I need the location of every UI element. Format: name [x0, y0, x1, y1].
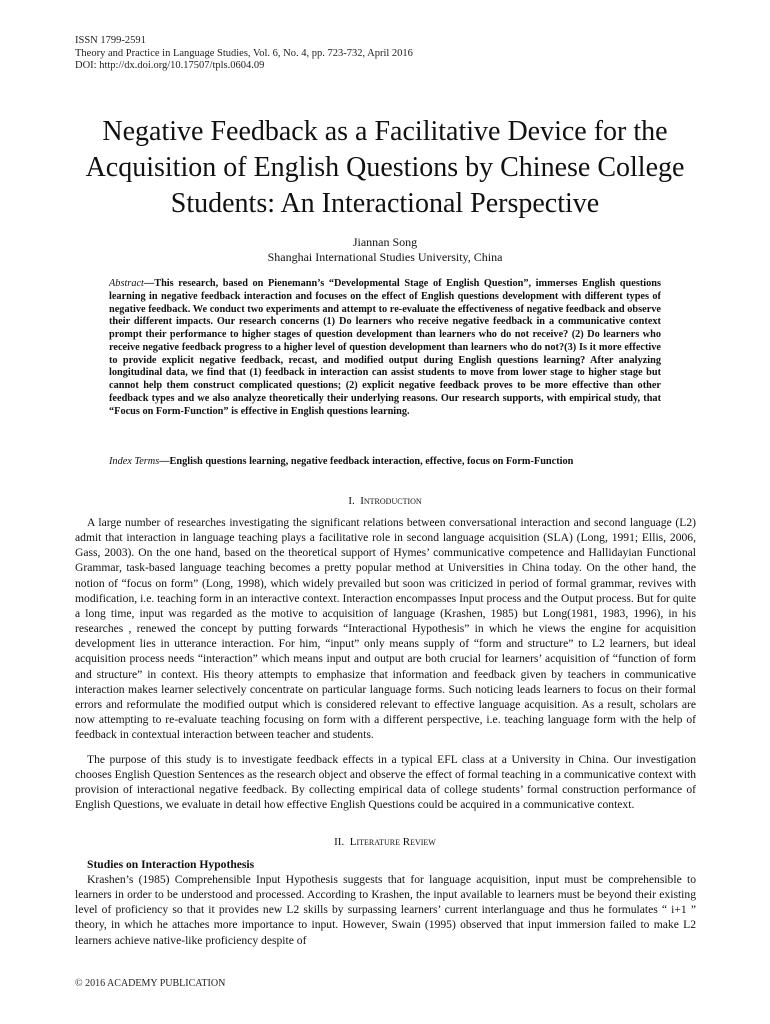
section-heading-introduction: [75, 495, 695, 508]
author-name: Jiannan Song: [352, 235, 418, 249]
intro-paragraph-1: A large number of researches investigating the significant relations between conversational interaction and second language (L2) admit that interaction in language teaching plays a facilitative role in second language acquisition (SLA) (Long, 1991; Ellis, 2006, Gass, 2003). On the one hand, based on the theoretical support of Hymes’ communicative competence and Hallidayian Functional Grammar, task-based language teaching becomes a pretty popular method at Universities in China today. On the other hand, the notion of “focus on form” (Long, 1998), which widely prevailed but soon was criticized in period of formal grammar, revives with modification, i.e. teaching form in an interactive context. Interaction encompasses Input process and the Output process. But for quite a long time, input was regarded as the motive to acquisition of language (Krashen, 1985) but Long(1981, 1983, 1996), in his researches , renewed the concept by putting forwards “Interactional Hypothesis” in which he views the engine for acquisition development lies in utterance interaction. For him, “input” only means supply of “form and structure” to L2 learners, but ideal acquisition process needs “interaction” which means input and output are both crucial for learners’ acquisition of “function of form and structure” in context. His theory attempts to emphasize that information and feedback given by teachers in communicative interaction makes learner selectively concentrate on particular language forms. Such noticing leads learners to focus on their formal errors and reformulate the modified output which is considered relevant to effective language acquisition. As a result, scholars are now attempting to re-evaluate teaching focusing on form with a different perspective, i.e. teaching language form with the help of feedback in contextual interaction between teacher and students.: [75, 516, 696, 742]
abstract-text: —This research, based on Pienemann’s “Developmental Stage of English Question”, immerses English questions learning in negative feedback interaction and focuses on the effect of English questions development with different types of negative feedback. We conduct two experiments and attempt to re-evaluate the effectiveness of negative feedback and observe their different impacts. Our research concerns (1) Do learners who receive negative feedback in a communicative context prompt their performance to higher stages of question development than learners who do not receive? (2) Do learners who receive negative feedback progress to a higher level of question development than learners who do not?(3) Is it more effective to provide explicit negative feedback, recast, and modified output during English questions learning? After analyzing longitudinal data, we find that (1) feedback in interaction can assist students to move from lower stage to higher stage but cannot help them construct complicated questions; (2) explicit negative feedback proves to be more effective than other feedback types and we also analyze theoretically their underlying reasons. Our research supports, with empirical study, that “Focus on Form-Function” is effective in English questions learning.: [109, 278, 661, 417]
section-heading-literature-review: [75, 836, 695, 849]
issn: ISSN 1799-2591: [75, 35, 146, 46]
section-numeral: I.: [348, 495, 355, 507]
index-terms: [109, 456, 669, 469]
intro-paragraph-2: The purpose of this study is to investigate feedback effects in a typical EFL class at a University in China. Our investigation chooses English Question Sentences as the research object and observe the effect of formal teaching in a communicative context with provision of interactional negative feedback. By collecting empirical data of college students’ formal construction performance of English Questions, we evaluate in detail how effective English Questions could be acquired in a communicative context.: [75, 753, 696, 812]
section-numeral: II.: [334, 836, 345, 848]
abstract: [109, 278, 661, 418]
journal-citation: Theory and Practice in Language Studies, Vol. 6, No. 4, pp. 723-732, April 2016: [75, 47, 413, 59]
section-title: Literature Review: [349, 836, 436, 848]
section-title: Introduction: [360, 495, 422, 507]
journal-header: [75, 35, 413, 73]
review-paragraph-1: Krashen’s (1985) Comprehensible Input Hypothesis suggests that for language acquisition, input must be comprehensible to learners in order to be understood and processed. According to Krashen, the input available to learners must be beyond their existing level of proficiency so that it provides new L2 skills by surpassing learners’ current interlanguage and thus he formulates “ i+1 ” theory, in which he attaches more importance to input. However, Swain (1995) observed that input immersion failed to make L2 learners achieve native-like proficiency despite of: [75, 873, 696, 947]
author-block: [75, 235, 695, 265]
copyright-footer: © 2016 ACADEMY PUBLICATION: [75, 978, 226, 989]
index-terms-text: —English questions learning, negative feedback interaction, effective, focus on Form-Function: [159, 456, 574, 467]
subsection-heading: Studies on Interaction Hypothesis: [87, 858, 255, 871]
doi: DOI: http://dx.doi.org/10.17507/tpls.0604.09: [75, 60, 265, 71]
index-terms-lead: Index Terms: [109, 456, 160, 467]
author-affiliation: Shanghai International Studies University, China: [267, 250, 503, 264]
abstract-lead: Abstract: [109, 278, 144, 289]
paper-title: Negative Feedback as a Facilitative Device for the Acquisition of English Questions by Chinese College Students: An Interactional Perspective: [85, 116, 685, 219]
